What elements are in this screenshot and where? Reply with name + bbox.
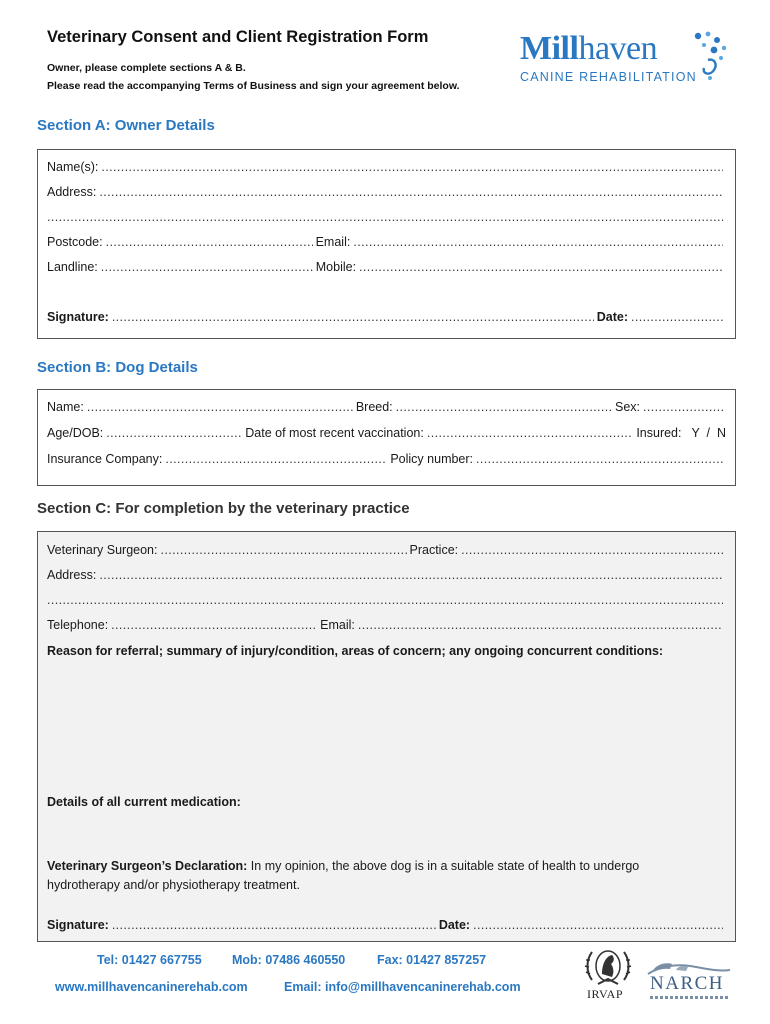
vet-telephone-label: Telephone: [47, 618, 109, 632]
owner-names-label: Name(s): [47, 160, 99, 174]
vet-surgeon-label: Veterinary Surgeon: [47, 543, 158, 557]
dog-name-breed-sex-row [47, 400, 726, 418]
footer-tel: Tel: 01427 667755 [97, 953, 202, 967]
vet-signature-label: Signature: [47, 918, 109, 932]
vaccination-label: Date of most recent vaccination: [245, 426, 424, 440]
insurance-company-field[interactable] [165, 452, 387, 466]
age-dob-field[interactable] [106, 426, 242, 440]
vet-signature-field[interactable] [112, 918, 436, 932]
owner-email-label: Email: [315, 235, 351, 249]
breed-label: Breed: [355, 400, 393, 414]
owner-signature-row [47, 310, 726, 328]
landline-mobile-row [47, 260, 726, 278]
instruction-line-1: Owner, please complete sections A & B. [47, 62, 246, 74]
section-b-box [37, 389, 736, 486]
insured-yes-no[interactable]: Y / N [691, 426, 726, 440]
owner-date-field[interactable] [631, 310, 723, 324]
dog-name-label: Name: [47, 400, 84, 414]
vet-date-label: Date: [438, 918, 471, 932]
declaration-label: Veterinary Surgeon’s Declaration: [47, 859, 248, 873]
sex-label: Sex: [614, 400, 640, 414]
practice-label: Practice: [409, 543, 459, 557]
footer-fax: Fax: 01427 857257 [377, 953, 487, 967]
section-c-heading: Section C: For completion by the veterinary practice [37, 500, 410, 517]
vet-address-field[interactable] [47, 568, 726, 586]
owner-email-field[interactable] [353, 235, 723, 249]
millhaven-logo [518, 30, 733, 90]
logo-tagline: CANINE REHABILITATION [520, 70, 697, 84]
instruction-line-2: Please read the accompanying Terms of Business and sign your agreement below. [47, 80, 460, 92]
section-c-box [37, 531, 736, 942]
declaration-line-1 [47, 859, 639, 873]
breed-field[interactable] [396, 400, 612, 414]
referral-reason-label: Reason for referral; summary of injury/condition, areas of concern; any ongoing concurrent conditions: [47, 644, 664, 658]
postcode-field[interactable] [106, 235, 313, 249]
section-a-heading: Section A: Owner Details [37, 117, 215, 134]
vet-email-label: Email: [320, 618, 355, 632]
owner-address-label: Address: [47, 185, 97, 199]
vet-date-field[interactable] [473, 918, 723, 932]
vet-signature-row [47, 918, 726, 936]
dog-name-field[interactable] [87, 400, 353, 414]
vet-address-line-2[interactable] [47, 593, 726, 611]
mobile-label: Mobile: [315, 260, 357, 274]
owner-signature-field[interactable] [112, 310, 594, 324]
postcode-label: Postcode: [47, 235, 103, 249]
age-dob-label: Age/DOB: [47, 426, 104, 440]
vet-address-label: Address: [47, 568, 97, 582]
footer-email[interactable]: Email: info@millhavencaninerehab.com [284, 980, 521, 994]
sex-field[interactable] [643, 400, 723, 414]
insured-label: Insured: [636, 426, 682, 440]
narch-logo [646, 960, 732, 1004]
vet-telephone-email-row [47, 618, 726, 636]
owner-names-field[interactable] [47, 160, 726, 178]
narch-logo-text: NARCH [650, 973, 725, 994]
insurance-policy-row [47, 452, 726, 470]
landline-label: Landline: [47, 260, 98, 274]
irvap-logo-text: IRVAP [587, 987, 623, 1001]
vet-practice-row [47, 543, 726, 561]
declaration-text-1: In my opinion, the above dog is in a suitable state of health to undergo [250, 859, 640, 873]
age-vaccination-insured-row [47, 426, 726, 444]
medication-label: Details of all current medication: [47, 795, 241, 809]
policy-number-label: Policy number: [390, 452, 474, 466]
owner-date-label: Date: [596, 310, 628, 324]
practice-field[interactable] [461, 543, 723, 557]
vet-telephone-field[interactable] [111, 618, 317, 632]
referral-reason-area[interactable] [47, 664, 727, 789]
footer-website[interactable]: www.millhavencaninerehab.com [55, 980, 248, 994]
vet-email-field[interactable] [358, 618, 723, 632]
insurance-company-label: Insurance Company: [47, 452, 163, 466]
postcode-email-row [47, 235, 726, 253]
owner-address-line-2[interactable] [47, 210, 726, 228]
section-a-box [37, 149, 736, 339]
form-title: Veterinary Consent and Client Registration Form [47, 28, 429, 46]
irvap-logo [584, 946, 632, 1002]
logo-name-left: Mill [520, 30, 579, 67]
section-b-heading: Section B: Dog Details [37, 359, 198, 376]
declaration-text-2: hydrotherapy and/or physiotherapy treatment. [47, 878, 300, 892]
mobile-field[interactable] [359, 260, 723, 274]
narch-subtitle-line [650, 996, 730, 999]
irvap-crest-icon [584, 946, 632, 988]
owner-address-field[interactable] [47, 185, 726, 203]
logo-name-right: haven [578, 30, 658, 67]
medication-area[interactable] [47, 815, 727, 855]
vet-surgeon-field[interactable] [161, 543, 407, 557]
policy-number-field[interactable] [476, 452, 723, 466]
owner-signature-label: Signature: [47, 310, 109, 324]
landline-field[interactable] [101, 260, 313, 274]
footer-mob: Mob: 07486 460550 [232, 953, 346, 967]
vaccination-field[interactable] [427, 426, 633, 440]
